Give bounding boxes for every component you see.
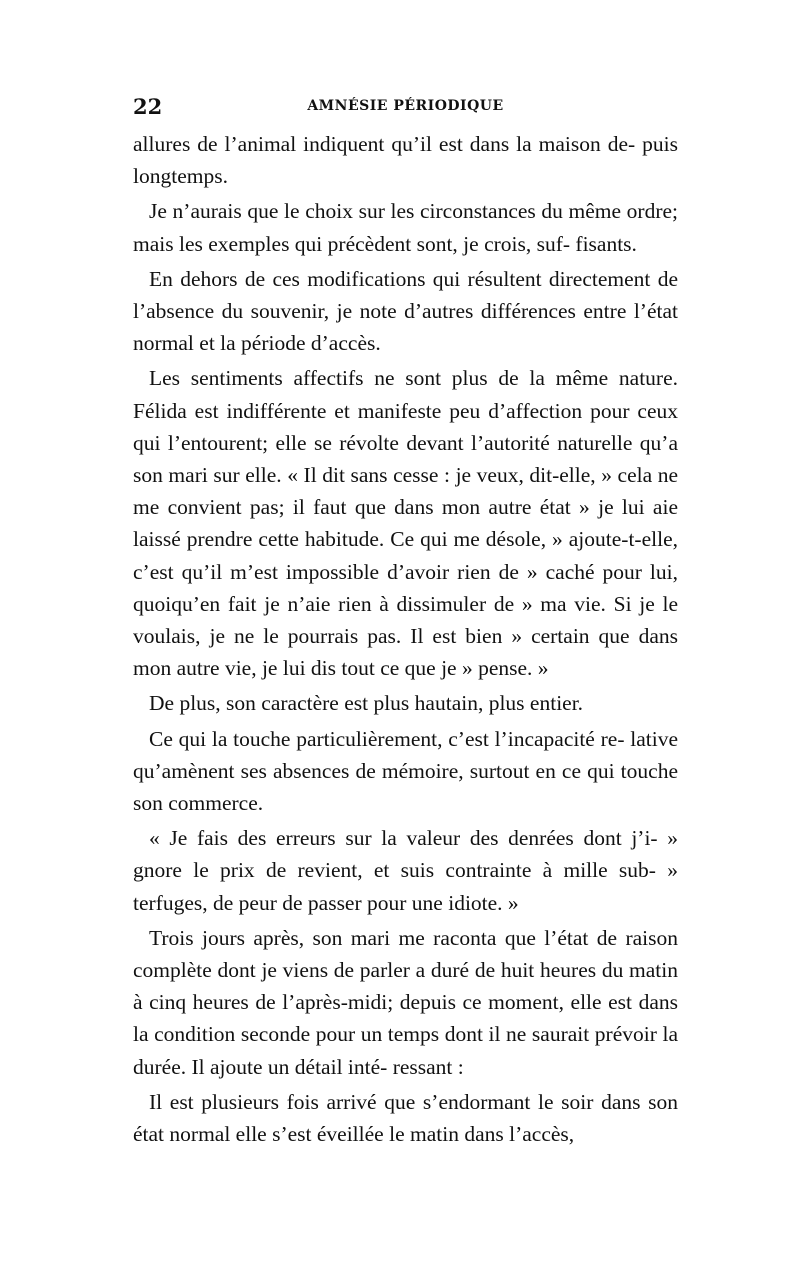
- running-title: AMNÉSIE PÉRIODIQUE: [307, 98, 504, 114]
- paragraph: Il est plusieurs fois arrivé que s’endormant le soir dans son état normal elle s’est éveillée le matin dans l’accès,: [133, 1089, 678, 1147]
- paragraph: Les sentiments affectifs ne sont plus de la même nature. Félida est indifférente et manifeste peu d’affection pour ceux qui l’entourent; elle se révolte devant l’autorité naturelle qu’a son mari sur elle. « Il dit sans cesse : je veux, dit-elle, » cela ne me convient pas; il faut que dans mon autre état » je lui aie laissé prendre cette habitude. Ce qui me désole, » ajoute-t-elle, c’est qu’il m’est impossible d’avoir rien de » caché pour lui, quoiqu’en fait je n’aie rien à dissimuler de » ma vie. Si je le voulais, je ne le pourrais pas. Il est bien » certain que dans mon autre vie, je lui dis tout ce que je » pense. »: [133, 366, 678, 681]
- paragraph: Ce qui la touche particulièrement, c’est l’incapacité re- lative qu’amènent ses absences de mémoire, surtout en ce qui touche son commerce.: [133, 726, 678, 816]
- page-number: 22: [133, 94, 163, 119]
- paragraph: « Je fais des erreurs sur la valeur des denrées dont j’i- » gnore le prix de revient, et suis contrainte à mille sub- » terfuges, de peur de passer pour une idiote. »: [133, 826, 678, 915]
- page-header: [133, 94, 678, 118]
- paragraph: Je n’aurais que le choix sur les circonstances du même ordre; mais les exemples qui précèdent sont, je crois, suf- fisants.: [133, 199, 678, 256]
- body-text: [133, 128, 678, 1150]
- paragraph: allures de l’animal indiquent qu’il est dans la maison de- puis longtemps.: [133, 132, 678, 189]
- paragraph: Trois jours après, son mari me raconta que l’état de raison complète dont je viens de parler a duré de huit heures du matin à cinq heures de l’après-midi; depuis ce moment, elle est dans la condition seconde pour un temps dont il ne saurait prévoir la durée. Il ajoute un détail inté- ressant :: [133, 925, 678, 1079]
- paragraph: En dehors de ces modifications qui résultent directement de l’absence du souvenir, je note d’autres différences entre l’état normal et la période d’accès.: [133, 266, 678, 356]
- paragraph: De plus, son caractère est plus hautain, plus entier.: [149, 691, 584, 716]
